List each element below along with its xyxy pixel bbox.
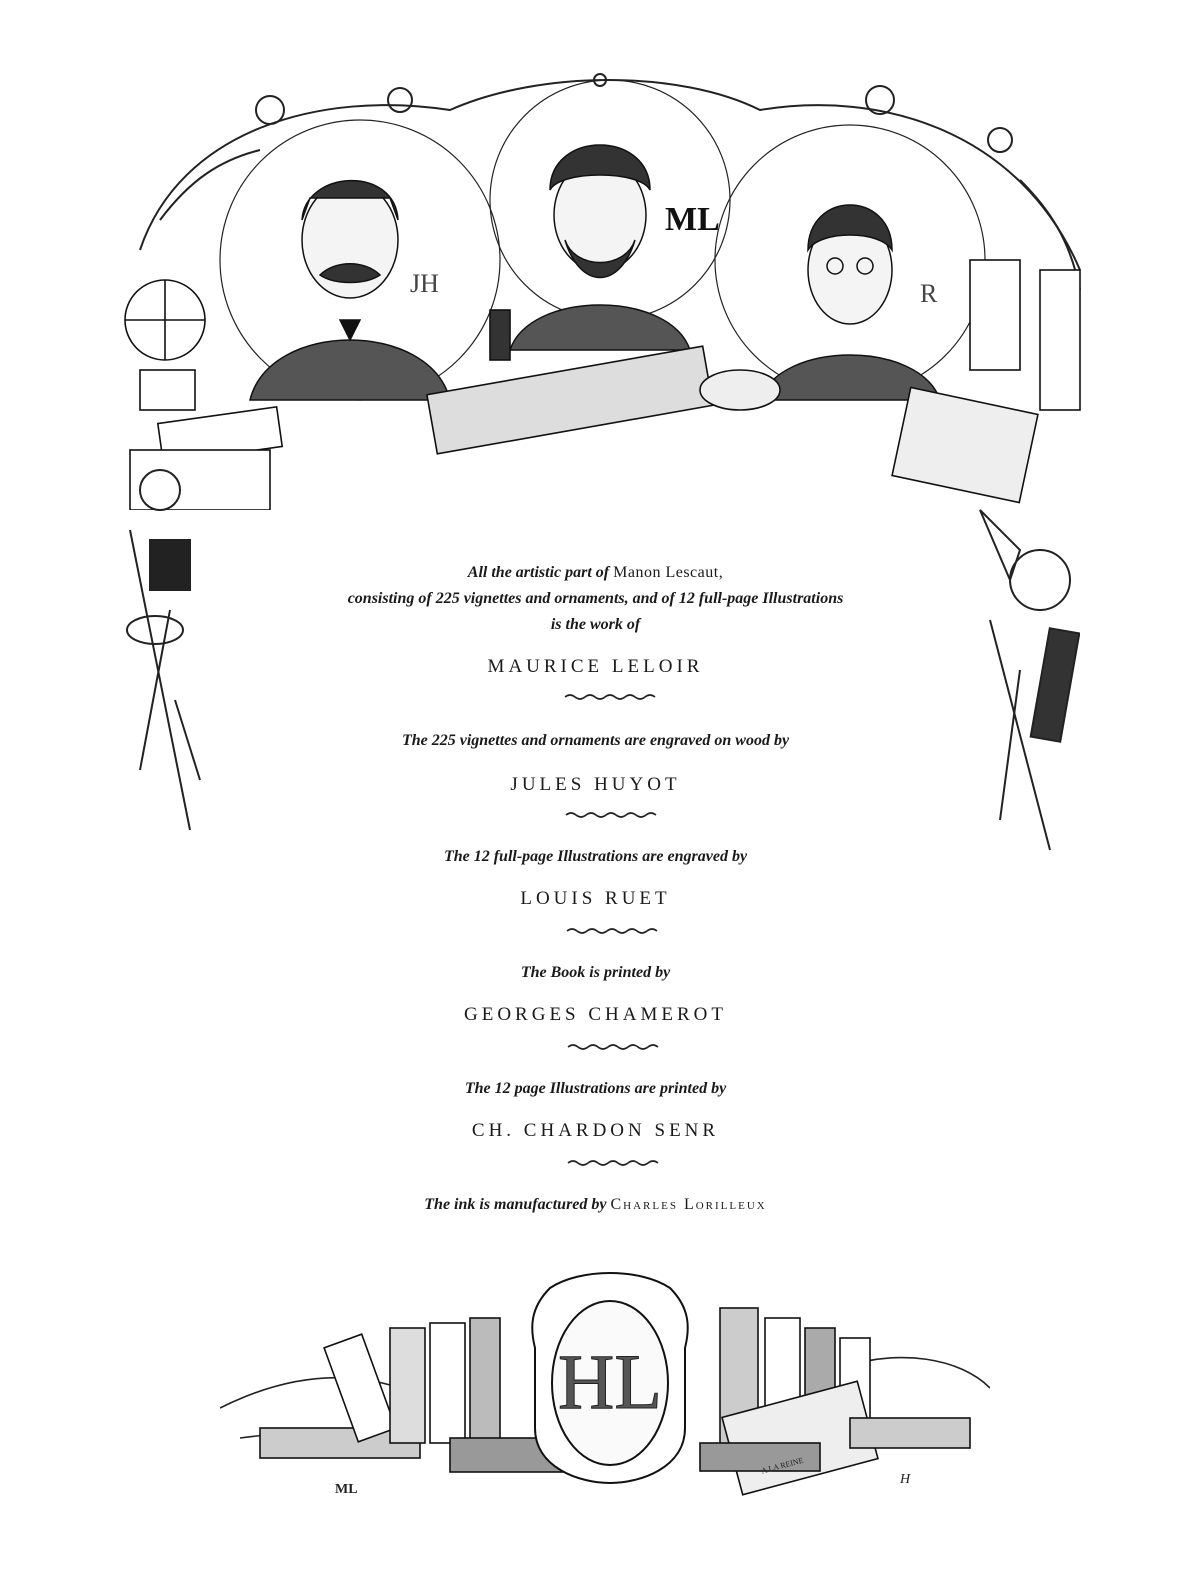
flower-left — [256, 96, 284, 124]
books-right — [700, 1308, 970, 1495]
ornament-2 — [0, 810, 1191, 820]
portrait-center — [510, 145, 690, 350]
ornament-3 — [0, 926, 1191, 936]
ornament-1 — [0, 692, 1191, 702]
intro-line3: is the work of — [550, 616, 641, 633]
engraver-name: LOUIS RUET — [520, 888, 671, 909]
book-label: A LA REINE — [760, 1455, 805, 1476]
globe-stand — [140, 370, 195, 410]
palette-bowl — [700, 370, 780, 410]
monogram-left: JH — [410, 269, 439, 298]
intro-line1-italic: All the artistic part of — [467, 564, 610, 581]
plates-line: The 12 page Illustrations are printed by — [464, 1080, 727, 1097]
flower-right — [866, 86, 894, 114]
bottle-right — [970, 260, 1020, 370]
footer-illustration — [220, 1268, 990, 1498]
paint-box — [427, 346, 713, 454]
wood-engraver-name: JULES HUYOT — [510, 774, 681, 795]
book-lying-right — [850, 1418, 970, 1448]
ornament-4 — [0, 1042, 1191, 1052]
ink-maker: Charles Lorilleux — [610, 1196, 767, 1213]
signature-right: H — [900, 1472, 911, 1487]
fullpage-line: The 12 full-page Illustrations are engraved by — [443, 848, 748, 865]
portrait-right — [760, 205, 940, 400]
artist-name: MAURICE LELOIR — [487, 656, 704, 677]
intro-block — [0, 560, 1191, 638]
book-line: The Book is printed by — [520, 964, 671, 981]
plate-printer-name: CH. CHARDON SENR — [471, 1120, 720, 1141]
printer-name: GEORGES CHAMEROT — [464, 1004, 727, 1025]
intro-line2: consisting of 225 vignettes and ornaments, and of 12 full-page Illustrations — [347, 590, 844, 607]
intro-line1-title: Manon Lescaut, — [613, 564, 724, 581]
ornament-5 — [0, 1158, 1191, 1168]
ink-line: The ink is manufactured by — [424, 1196, 607, 1213]
monogram-center: ML — [665, 201, 720, 238]
header-engraving — [120, 70, 1100, 510]
ink-bottle — [490, 310, 510, 360]
footer-engraving — [220, 1268, 990, 1498]
signature-left: ML — [335, 1482, 358, 1497]
monogram-right: R — [920, 279, 938, 308]
vignettes-line: The 225 vignettes and ornaments are engraved on wood by — [401, 732, 790, 749]
shield-monogram-text: HL — [558, 1338, 662, 1425]
ruler-right — [1040, 270, 1080, 410]
header-illustration — [120, 70, 1100, 510]
